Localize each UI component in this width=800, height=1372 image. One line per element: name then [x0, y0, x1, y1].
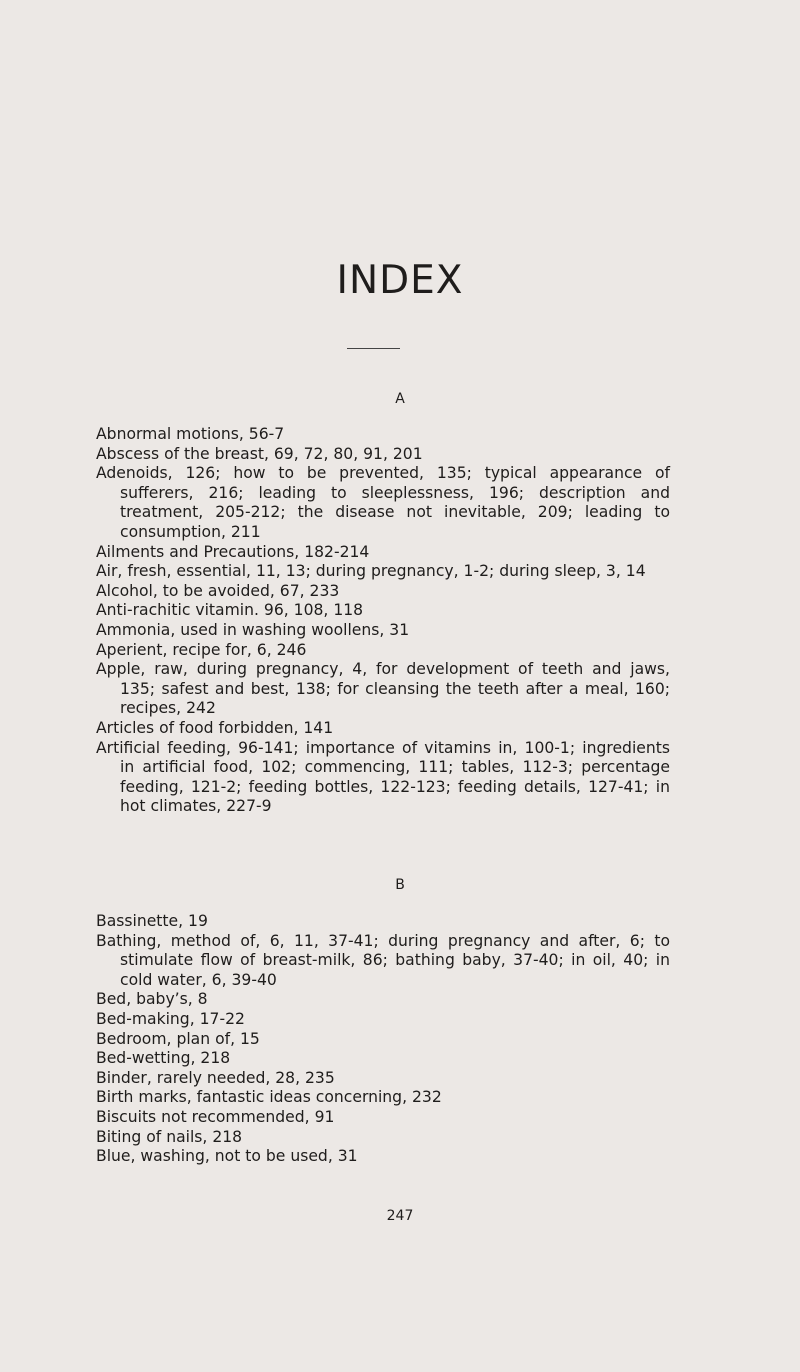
index-entry: Artificial feeding, 96-141; importance of vitamins in, 100-1; ingredients in artificial food, 102; commencing, 111; tables, 112-3; percentage feeding, 121-2; feeding bottles, 122-123; feeding details, 127-41; in hot climates, 227-9 [96, 738, 670, 816]
title-rule [347, 348, 400, 349]
index-entry: Aperient, recipe for, 6, 246 [96, 640, 307, 659]
index-entry: Biting of nails, 218 [96, 1127, 243, 1146]
index-entry: Alcohol, to be avoided, 67, 233 [96, 581, 340, 600]
index-entry: Biscuits not recommended, 91 [96, 1107, 335, 1126]
index-entry: Ammonia, used in washing woollens, 31 [96, 620, 410, 639]
index-entry: Bedroom, plan of, 15 [96, 1029, 260, 1048]
section-letter-a: A [395, 391, 405, 407]
index-entry: Articles of food forbidden, 141 [96, 718, 334, 737]
index-entry: Bed, baby’s, 8 [96, 990, 208, 1009]
index-entry: Bed-making, 17-22 [96, 1009, 245, 1028]
page-title: INDEX [336, 258, 464, 303]
index-entry: Air, fresh, essential, 11, 13; during pregnancy, 1-2; during sleep, 3, 14 [96, 562, 646, 581]
page-number: 247 [386, 1208, 414, 1224]
index-entry: Binder, rarely needed, 28, 235 [96, 1068, 335, 1087]
index-entry: Bed-wetting, 218 [96, 1049, 231, 1068]
section-letter-b: B [395, 877, 405, 893]
index-entry: Apple, raw, during pregnancy, 4, for development of teeth and jaws, 135; safest and best, 138; for cleansing the teeth after a meal, 160; recipes, 242 [96, 660, 670, 718]
index-entry: Abscess of the breast, 69, 72, 80, 91, 201 [96, 444, 423, 463]
index-entry: Ailments and Precautions, 182-214 [96, 542, 370, 561]
index-entry: Bathing, method of, 6, 11, 37-41; during pregnancy and after, 6; to stimulate flow of breast-milk, 86; bathing baby, 37-40; in oil, 40; in cold water, 6, 39-40 [96, 931, 670, 989]
section-a-entries [96, 425, 670, 817]
index-entry: Bassinette, 19 [96, 912, 208, 930]
index-entry: Blue, washing, not to be used, 31 [96, 1147, 358, 1166]
index-entry: Birth marks, fantastic ideas concerning, 232 [96, 1088, 442, 1107]
index-entry: Anti-rachitic vitamin. 96, 108, 118 [96, 601, 364, 620]
index-entry: Abnormal motions, 56-7 [96, 425, 285, 443]
index-entry: Adenoids, 126; how to be prevented, 135; typical appearance of sufferers, 216; leading to sleeplessness, 196; description and treatment, 205-212; the disease not inevitable, 209; leading to consumption, 211 [96, 464, 670, 541]
section-b-entries [96, 912, 670, 1167]
